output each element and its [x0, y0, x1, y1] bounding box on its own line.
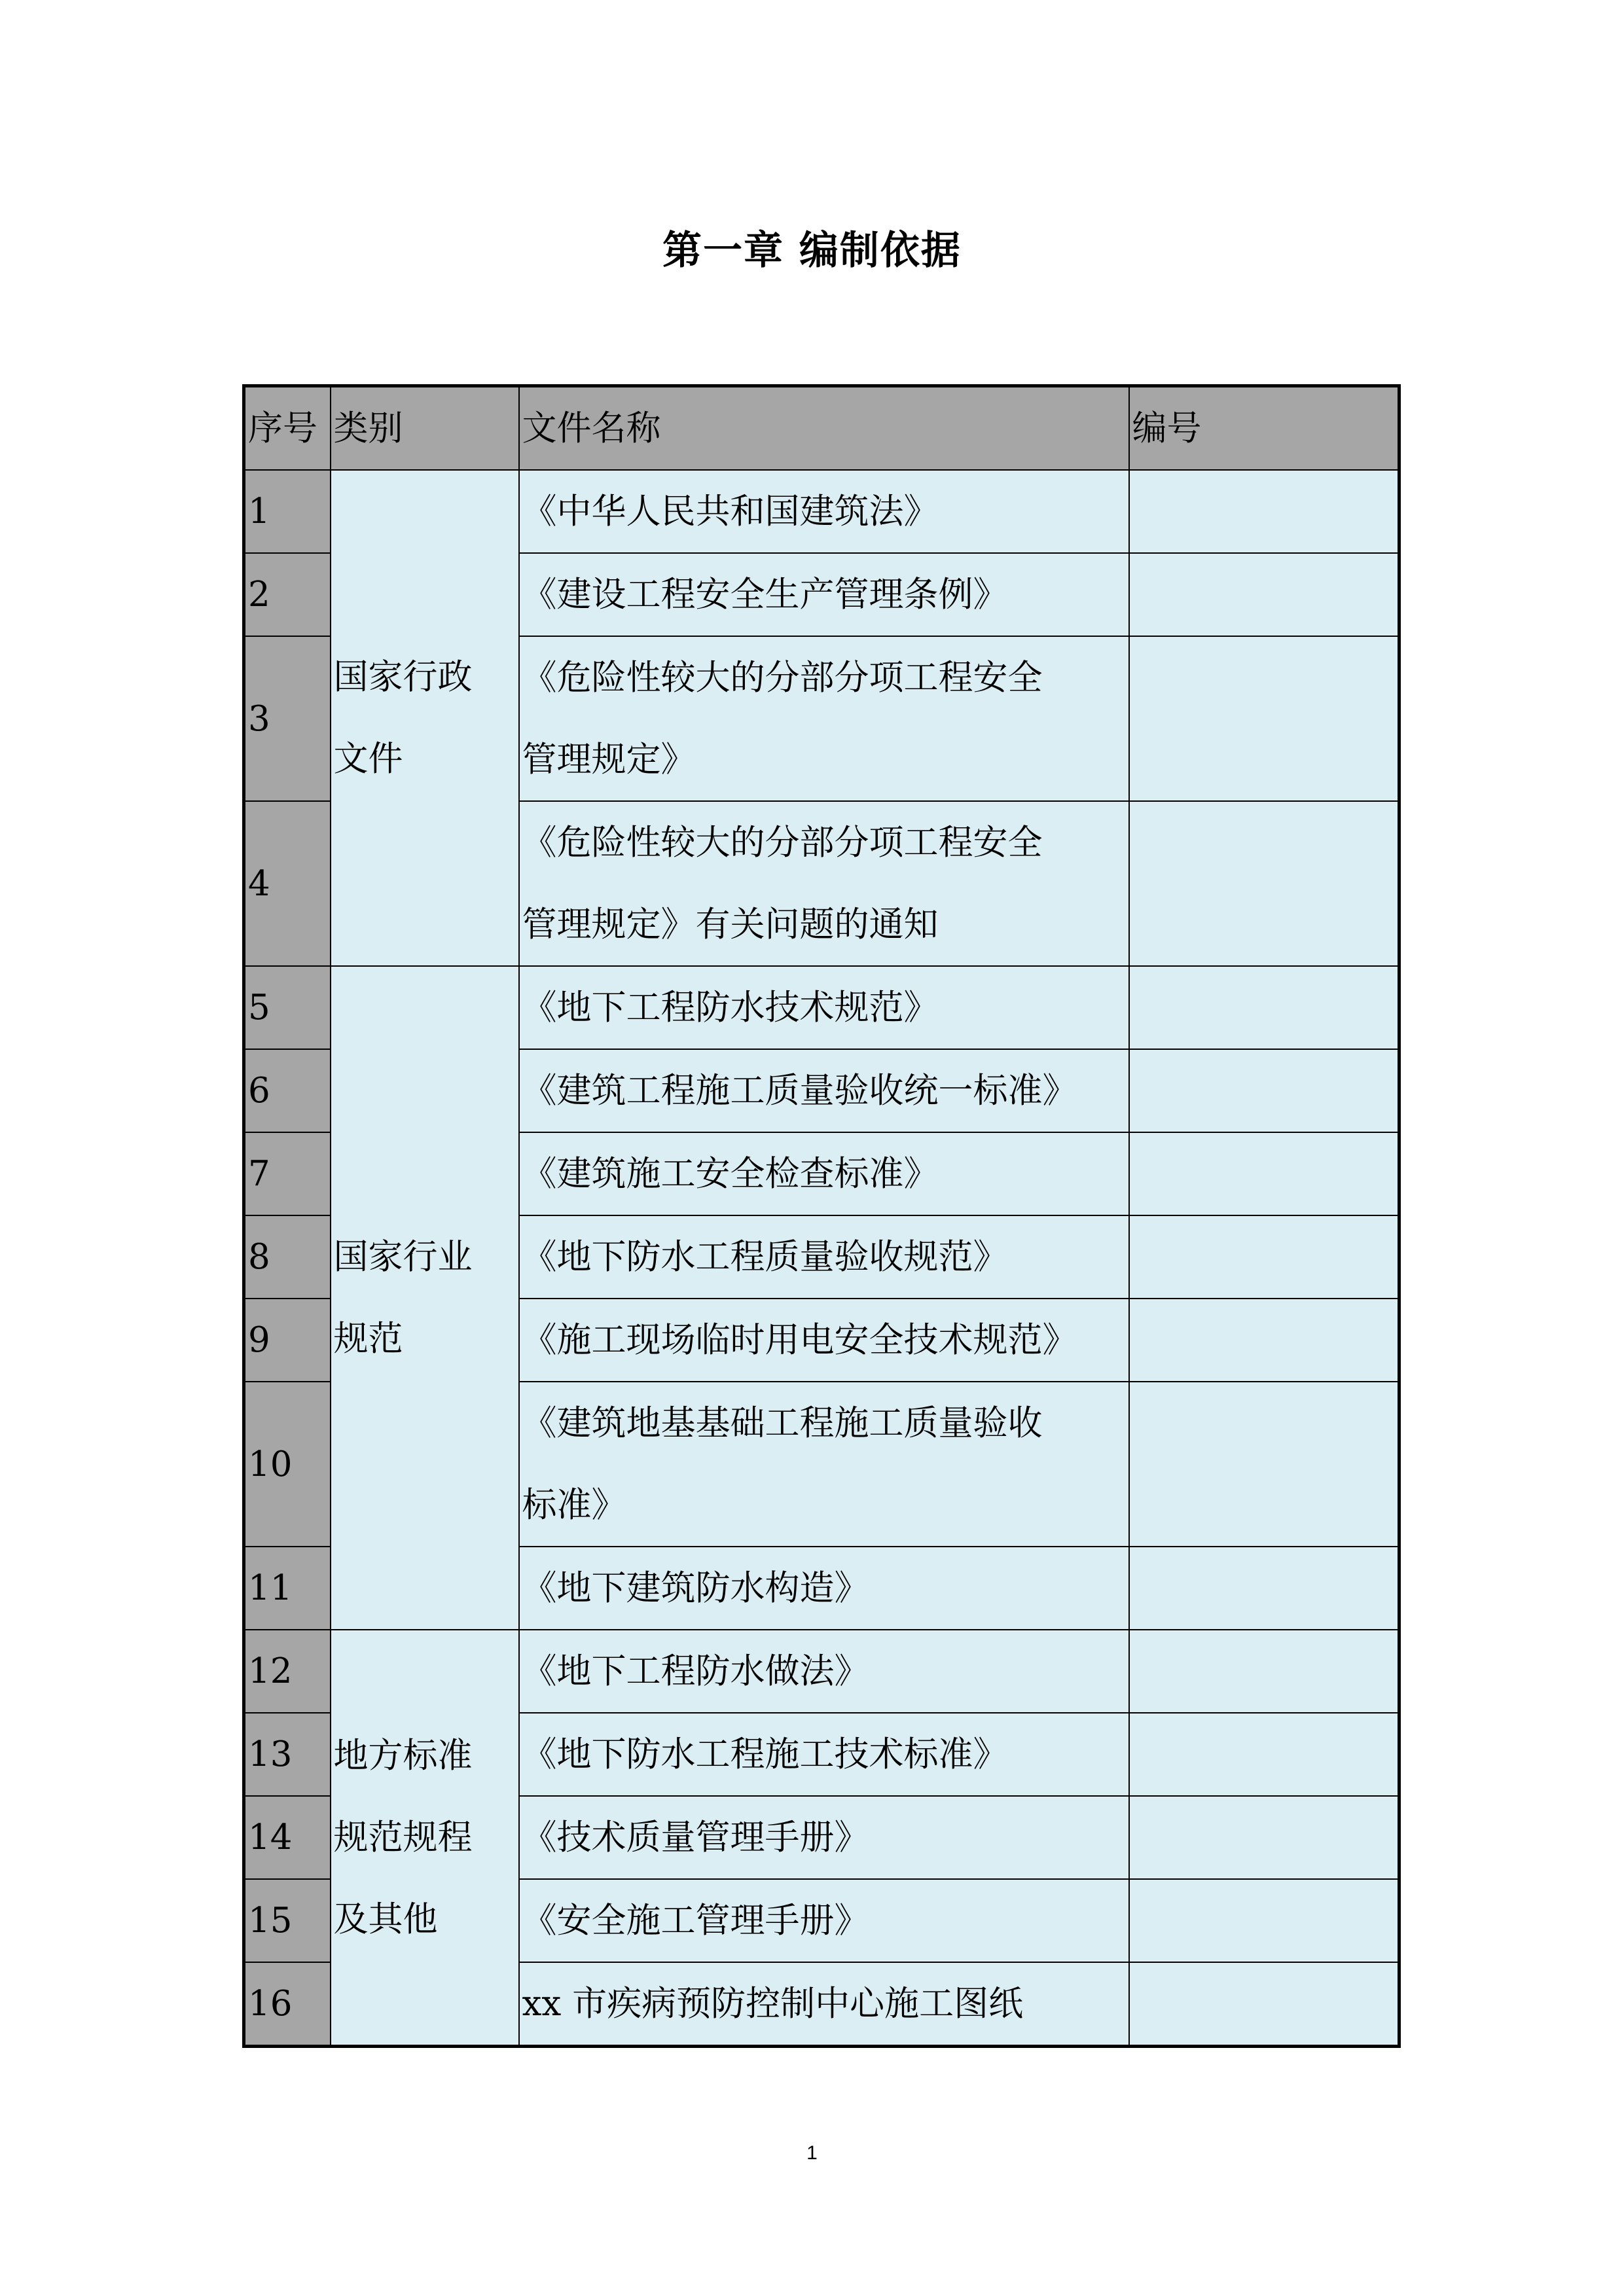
- category-label: 文件: [333, 739, 403, 779]
- header-no: 序号: [244, 386, 331, 471]
- document-name: 《技术质量管理手册》: [519, 1796, 1129, 1879]
- document-code: [1129, 1962, 1399, 2047]
- table-row: [244, 470, 1399, 553]
- row-no: 7: [244, 1132, 331, 1215]
- document-code: [1129, 966, 1399, 1049]
- document-code: [1129, 1630, 1399, 1713]
- category-label: 国家行业: [333, 1237, 473, 1277]
- document-code: [1129, 553, 1399, 636]
- row-no: 1: [244, 470, 331, 553]
- document-name: [519, 1382, 1129, 1547]
- document-code: [1129, 1049, 1399, 1132]
- row-no: 16: [244, 1962, 331, 2047]
- document-name: 《安全施工管理手册》: [519, 1879, 1129, 1962]
- document-name: [519, 801, 1129, 966]
- document-code: [1129, 1713, 1399, 1796]
- row-no: 14: [244, 1796, 331, 1879]
- row-no: 9: [244, 1299, 331, 1382]
- page-number: 1: [806, 2142, 818, 2164]
- row-no: 10: [244, 1382, 331, 1547]
- basis-table: [242, 384, 1401, 2048]
- row-no: 8: [244, 1215, 331, 1299]
- table-row: [244, 966, 1399, 1049]
- document-name: 《建筑施工安全检查标准》: [519, 1132, 1129, 1215]
- row-no: 3: [244, 636, 331, 801]
- document-code: [1129, 1796, 1399, 1879]
- row-no: 6: [244, 1049, 331, 1132]
- document-name-text: 《危险性较大的分部分项工程安全 管理规定》: [522, 658, 1043, 780]
- header-category: 类别: [331, 386, 519, 471]
- document-name-text: 《危险性较大的分部分项工程安全 管理规定》有关问题的通知: [522, 823, 1043, 944]
- document-name-text: 《建筑地基基础工程施工质量验收 标准》: [522, 1403, 1043, 1525]
- document-code: [1129, 1547, 1399, 1630]
- document-name: 《建筑工程施工质量验收统一标准》: [519, 1049, 1129, 1132]
- document-name: 《地下防水工程施工技术标准》: [519, 1713, 1129, 1796]
- category-label: 规范: [333, 1319, 403, 1359]
- document-code: [1129, 1382, 1399, 1547]
- document-name: 《地下工程防水技术规范》: [519, 966, 1129, 1049]
- document-name: 《地下工程防水做法》: [519, 1630, 1129, 1713]
- document-name: [519, 636, 1129, 801]
- header-code: 编号: [1129, 386, 1399, 471]
- document-name: 《中华人民共和国建筑法》: [519, 470, 1129, 553]
- document-code: [1129, 470, 1399, 553]
- row-no: 12: [244, 1630, 331, 1713]
- row-no: 2: [244, 553, 331, 636]
- document-code: [1129, 1879, 1399, 1962]
- table-header-row: [244, 386, 1399, 471]
- table-row: [244, 1630, 1399, 1713]
- document-name: 《地下建筑防水构造》: [519, 1547, 1129, 1630]
- document-name: 《施工现场临时用电安全技术规范》: [519, 1299, 1129, 1382]
- row-no: 5: [244, 966, 331, 1049]
- document-code: [1129, 1215, 1399, 1299]
- document-code: [1129, 1132, 1399, 1215]
- page-title: 第一章 编制依据: [662, 228, 962, 274]
- document-code: [1129, 636, 1399, 801]
- category-label: 地方标准: [333, 1736, 473, 1776]
- category-cell: [331, 966, 519, 1630]
- document-code: [1129, 1299, 1399, 1382]
- category-cell: [331, 1630, 519, 2047]
- document-code: [1129, 801, 1399, 966]
- header-name: 文件名称: [519, 386, 1129, 471]
- row-no: 4: [244, 801, 331, 966]
- document-name: 《地下防水工程质量验收规范》: [519, 1215, 1129, 1299]
- row-no: 13: [244, 1713, 331, 1796]
- row-no: 11: [244, 1547, 331, 1630]
- category-label: 及其他: [333, 1899, 438, 1939]
- document-name: 《建设工程安全生产管理条例》: [519, 553, 1129, 636]
- category-label: 规范规程: [333, 1818, 473, 1857]
- row-no: 15: [244, 1879, 331, 1962]
- category-cell: [331, 470, 519, 966]
- document-name: xx 市疾病预防控制中心施工图纸: [519, 1962, 1129, 2047]
- category-label: 国家行政: [333, 657, 473, 697]
